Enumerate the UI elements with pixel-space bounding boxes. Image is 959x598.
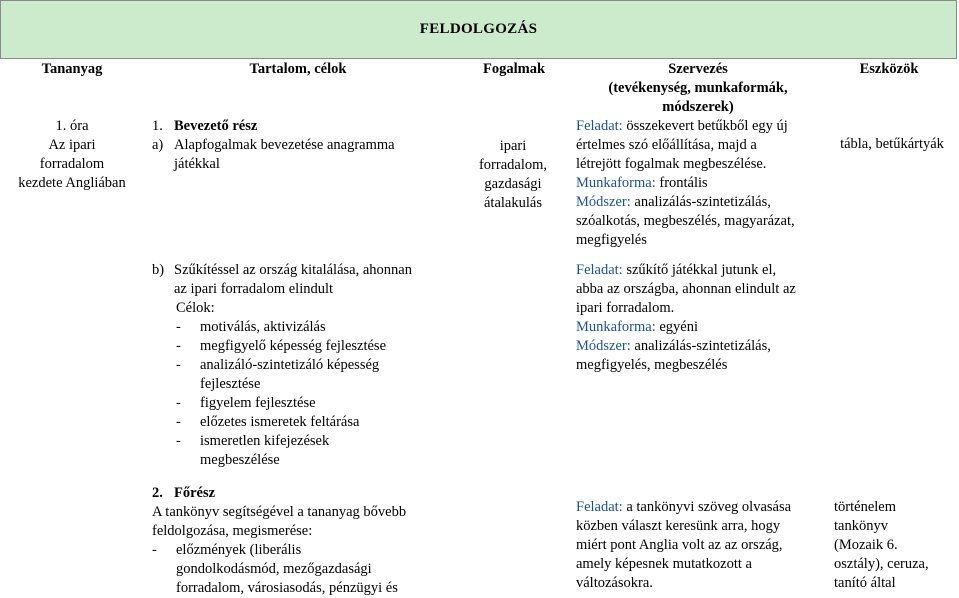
sub-item-text: forradalom, városiasodás, pénzügyi és (176, 580, 398, 596)
section-heading-main (152, 484, 456, 503)
task-label: Feladat: (576, 499, 623, 515)
concept-line: gazdasági (484, 176, 542, 192)
workform-label: Munkaforma: (576, 175, 656, 191)
goal-text: analizáló-szintetizáló képesség (200, 357, 380, 373)
task-label: Feladat: (576, 262, 623, 278)
method-text-line: megfigyelés (576, 232, 647, 248)
goal-text: figyelem fejlesztése (200, 395, 316, 411)
section-number: 2. (152, 485, 163, 501)
method-text: analizálás-szintetizálás, (630, 338, 771, 354)
tool-line: tanító által (834, 575, 896, 591)
item-text-line: játékkal (174, 156, 220, 172)
organization-row2 (576, 261, 832, 375)
organization-row1 (576, 117, 832, 250)
tool-line: történelem (834, 499, 897, 515)
method-label: Módszer: (576, 194, 631, 210)
section-heading: Főrész (174, 485, 216, 501)
section-title: FELDOLGOZÁS (419, 21, 538, 37)
item-text-line: Szűkítéssel az ország kitalálása, ahonnan (174, 262, 412, 278)
header-eszkozok: Eszközök (859, 61, 919, 77)
goal-text: fejlesztése (200, 376, 261, 392)
task-text-line: amely képesnek mutatkozott a (576, 556, 752, 572)
header-szervezes-line2: (tevékenység, munkaformák, (608, 80, 788, 96)
task-text-line: változásokra. (576, 575, 653, 591)
method-label: Módszer: (576, 338, 631, 354)
content-item-b-heading (152, 261, 456, 299)
header-szervezes-line1: Szervezés (668, 61, 728, 77)
goal-item: - megfigyelő képesség fejlesztése (176, 337, 456, 356)
item-label: b) (152, 262, 165, 278)
header-tananyag: Tananyag (41, 61, 103, 77)
method-text-line: megfigyelés, megbeszélés (576, 357, 728, 373)
workform-label: Munkaforma: (576, 319, 656, 335)
main-intro-line: feldolgozása, megismerése: (152, 523, 313, 539)
task-text-line: közben választ keresünk arra, hogy (576, 518, 781, 534)
item-label: a) (152, 137, 164, 153)
tool-line: (Mozaik 6. (834, 537, 898, 553)
goal-item: - ismeretlen kifejezések megbeszélése (176, 432, 456, 470)
tool-line: tankönyv (834, 518, 888, 534)
lesson-topic-line: 1. óra (55, 118, 89, 134)
goal-text: megfigyelő képesség fejlesztése (200, 338, 387, 354)
sub-item-text: gondolkodásmód, mezőgazdasági (176, 561, 372, 577)
concept-line: forradalom, (478, 157, 548, 173)
header-szervezes (568, 60, 828, 117)
lesson-topic (4, 117, 140, 193)
workform-text: egyéni (655, 319, 699, 335)
lesson-topic-line: Az ipari (48, 137, 96, 153)
task-text-line: miért pont Anglia volt az az ország, (576, 537, 783, 553)
method-text: analizálás-szintetizálás, (630, 194, 771, 210)
section-heading: Bevezető rész (174, 118, 258, 134)
goals-block (152, 299, 456, 470)
goal-item: - figyelem fejlesztése (176, 394, 456, 413)
goals-label: Célok: (176, 300, 215, 316)
item-text-line: az ipari forradalom elindult (174, 281, 334, 297)
task-text-line: abba az országba, ahonnan elindult az (576, 281, 796, 297)
organization-row3 (576, 498, 832, 593)
task-text-line: értelmes szó előállítása, majd a (576, 137, 757, 153)
section-title-bar (0, 0, 957, 59)
task-text-line: létrejött fogalmak megbeszélése. (576, 156, 767, 172)
tools-row1: tábla, betűkártyák (840, 136, 944, 152)
goal-text: megbeszélése (200, 452, 280, 468)
method-text-line: szóalkotás, megbeszélés, magyarázat, (576, 213, 795, 229)
content-item-b (152, 261, 456, 470)
task-text: a tankönyvi szöveg olvasása (622, 499, 792, 515)
task-text: szűkítő játékkal jutunk el, (622, 262, 777, 278)
content-item-a (152, 136, 452, 174)
goal-item: - motiválás, aktivizálás (176, 318, 456, 337)
task-label: Feladat: (576, 118, 623, 134)
sub-item-text: előzmények (liberális (176, 542, 302, 558)
task-text: összekevert betűkből egy új (622, 118, 788, 134)
lesson-topic-line: kezdete Angliában (18, 175, 126, 191)
task-text-line: ipari forradalom. (576, 300, 675, 316)
concept-line: átalakulás (484, 195, 542, 211)
section-heading-intro (152, 117, 452, 136)
concept-line: ipari (499, 138, 527, 154)
goal-item: - analizáló-szintetizáló képesség fejlesztése (176, 356, 456, 394)
goal-text: motiválás, aktivizálás (200, 319, 326, 335)
goal-item: - előzetes ismeretek feltárása (176, 413, 456, 432)
header-fogalmak: Fogalmak (482, 61, 546, 77)
concepts (460, 137, 566, 213)
item-text-line: Alapfogalmak bevezetése anagramma (174, 137, 395, 153)
workform-text: frontális (655, 175, 708, 191)
goal-text: ismeretlen kifejezések (200, 433, 330, 449)
tools-row3 (834, 498, 954, 593)
header-szervezes-line3: módszerek) (662, 99, 734, 115)
main-sub-item: - előzmények (liberális gondolkodásmód, mezőgazdasági forradalom, városiasodás, pénzügyi és (152, 541, 456, 598)
content-main (152, 484, 456, 598)
section-number: 1. (152, 118, 163, 134)
main-intro-line: A tankönyv segítségével a tananyag bővebb (152, 504, 407, 520)
header-tartalom: Tartalom, célok (249, 61, 347, 77)
goal-text: előzetes ismeretek feltárása (200, 414, 360, 430)
tool-line: osztály), ceruza, (834, 556, 929, 572)
lesson-topic-line: forradalom (39, 156, 105, 172)
content-intro (152, 117, 452, 174)
